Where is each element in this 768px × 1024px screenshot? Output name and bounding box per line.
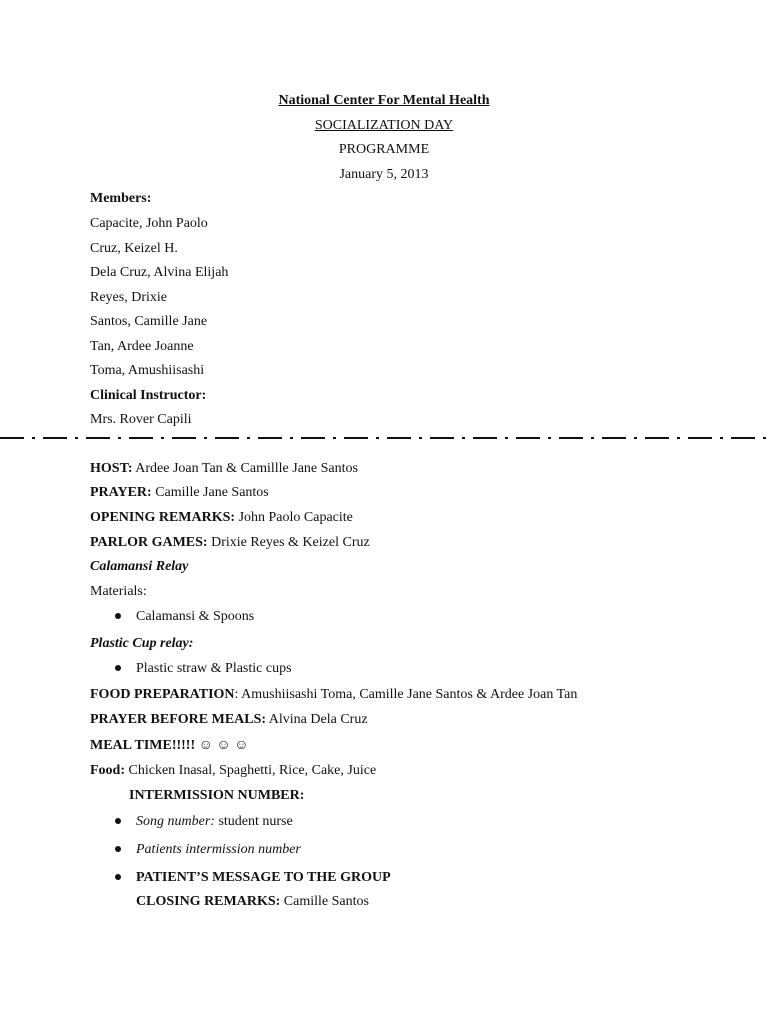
member-name: Toma, Amushiisashi bbox=[90, 363, 205, 378]
opening-remarks-value: John Paolo Capacite bbox=[235, 510, 353, 525]
opening-remarks-line bbox=[90, 509, 353, 527]
food-preparation-line bbox=[90, 686, 577, 704]
song-number-line bbox=[136, 813, 293, 831]
members-heading: Members: bbox=[90, 191, 152, 206]
prayer-before-meals-value: Alvina Dela Cruz bbox=[266, 712, 368, 727]
parlor-games-value: Drixie Reyes & Keizel Cruz bbox=[207, 535, 370, 550]
closing-remarks-line bbox=[136, 893, 369, 911]
opening-remarks-label: OPENING REMARKS: bbox=[90, 510, 236, 525]
prayer-value: Camille Jane Santos bbox=[151, 485, 269, 500]
patients-intermission-number: Patients intermission number bbox=[136, 842, 301, 857]
closing-remarks-value: Camille Santos bbox=[280, 894, 369, 909]
song-number-value: student nurse bbox=[218, 814, 293, 829]
instructor-heading: Clinical Instructor: bbox=[90, 388, 207, 403]
event-title: SOCIALIZATION DAY bbox=[314, 118, 454, 133]
song-number-label: Song number: bbox=[136, 814, 219, 829]
host-label: HOST: bbox=[90, 461, 133, 476]
food-value: Chicken Inasal, Spaghetti, Rice, Cake, Juice bbox=[125, 763, 377, 778]
intermission-heading: INTERMISSION NUMBER: bbox=[129, 788, 305, 803]
host-value: Ardee Joan Tan & Camillle Jane Santos bbox=[132, 461, 358, 476]
dash-dot-divider bbox=[0, 436, 768, 440]
calamansi-material: Calamansi & Spoons bbox=[136, 609, 255, 624]
bullet-icon bbox=[115, 613, 121, 619]
materials-label: Materials: bbox=[90, 584, 147, 599]
bullet-icon bbox=[115, 818, 121, 824]
bullet-icon bbox=[115, 874, 121, 880]
prayer-before-meals-label: PRAYER BEFORE MEALS: bbox=[90, 712, 267, 727]
event-date: January 5, 2013 bbox=[339, 167, 429, 182]
bullet-icon bbox=[115, 665, 121, 671]
calamansi-relay-title: Calamansi Relay bbox=[90, 559, 189, 574]
programme-subtitle: PROGRAMME bbox=[338, 142, 430, 157]
food-preparation-label: FOOD PREPARATION bbox=[90, 687, 235, 702]
closing-remarks-label: CLOSING REMARKS: bbox=[136, 894, 281, 909]
plastic-cup-material: Plastic straw & Plastic cups bbox=[136, 661, 292, 676]
member-name: Santos, Camille Jane bbox=[90, 314, 208, 329]
member-name: Tan, Ardee Joanne bbox=[90, 339, 194, 354]
prayer-before-meals-line bbox=[90, 711, 368, 729]
prayer-label: PRAYER: bbox=[90, 485, 152, 500]
patient-message-heading: PATIENT’S MESSAGE TO THE GROUP bbox=[136, 870, 391, 885]
instructor-name: Mrs. Rover Capili bbox=[90, 412, 192, 427]
org-title: National Center For Mental Health bbox=[278, 93, 490, 108]
parlor-games-line bbox=[90, 534, 370, 552]
member-name: Capacite, John Paolo bbox=[90, 216, 208, 231]
member-name: Cruz, Keizel H. bbox=[90, 241, 178, 256]
parlor-games-label: PARLOR GAMES: bbox=[90, 535, 208, 550]
plastic-cup-relay-title: Plastic Cup relay: bbox=[90, 636, 194, 651]
meal-time-heading: MEAL TIME!!!!! ☺ ☺ ☺ bbox=[90, 738, 249, 753]
bullet-icon bbox=[115, 846, 121, 852]
food-line bbox=[90, 762, 376, 780]
host-line bbox=[90, 460, 358, 478]
member-name: Reyes, Drixie bbox=[90, 290, 167, 305]
prayer-line bbox=[90, 484, 269, 502]
member-name: Dela Cruz, Alvina Elijah bbox=[90, 265, 229, 280]
food-preparation-value: : Amushiisashi Toma, Camille Jane Santos & Ardee Joan Tan bbox=[234, 687, 578, 702]
food-label: Food: bbox=[90, 763, 125, 778]
